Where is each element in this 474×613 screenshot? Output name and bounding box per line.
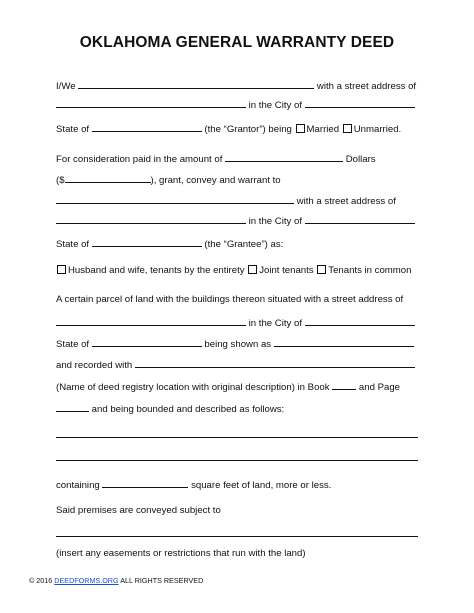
grantee-name-field[interactable] [56, 194, 294, 204]
consideration-amount-field[interactable] [65, 173, 151, 183]
parcel-state-line: State of being shown as [56, 337, 414, 351]
footer: © 2016 DEEDFORMS.ORG ALL RIGHTS RESERVED [29, 576, 204, 585]
grantee-name-line: with a street address of [56, 194, 396, 208]
unmarried-checkbox[interactable] [343, 124, 352, 133]
description-line-1[interactable] [56, 437, 418, 438]
grantor-street-field[interactable] [56, 98, 246, 108]
bounded-line: and being bounded and described as follows: [56, 402, 284, 416]
easements-note: (insert any easements or restrictions that run with the land) [56, 548, 306, 559]
parcel-state-field[interactable] [92, 337, 202, 347]
easements-line[interactable] [56, 536, 418, 537]
parcel-city-field[interactable] [305, 316, 415, 326]
recorded-with-line: and recorded with [56, 358, 415, 372]
book-page-line: (Name of deed registry location with original description) in Book and Page [56, 382, 400, 393]
joint-tenants-checkbox[interactable] [248, 265, 257, 274]
consideration-line: For consideration paid in the amount of Dollars [56, 154, 376, 165]
recorded-with-field[interactable] [135, 358, 415, 368]
parcel-shown-as-field[interactable] [274, 337, 414, 347]
grantor-city-field[interactable] [305, 98, 415, 108]
grantor-name-line: I/We with a street address of [56, 81, 417, 92]
containing-line: containing square feet of land, more or less. [56, 480, 332, 491]
grantor-state-field[interactable] [92, 122, 202, 132]
deedforms-link[interactable]: DEEDFORMS.ORG [54, 576, 119, 585]
tenancy-options-line: Husband and wife, tenants by the entirety Joint tenants Tenants in common [56, 265, 411, 277]
consideration-amount-line: ($ ), grant, convey and warrant to [56, 175, 281, 186]
grantee-street-field[interactable] [56, 214, 246, 224]
husband-wife-checkbox[interactable] [57, 265, 66, 274]
tenants-in-common-checkbox[interactable] [317, 265, 326, 274]
grantor-name-field[interactable] [78, 79, 314, 89]
subject-to-line: Said premises are conveyed subject to [56, 505, 221, 516]
grantor-address-line: in the City of [56, 98, 415, 112]
married-checkbox[interactable] [296, 124, 305, 133]
grantee-state-line: State of (the “Grantee”) as: [56, 239, 284, 250]
page-field[interactable] [56, 402, 89, 412]
document-title: OKLAHOMA GENERAL WARRANTY DEED [79, 34, 395, 51]
parcel-street-field[interactable] [56, 316, 246, 326]
parcel-address-line: in the City of [56, 316, 415, 330]
grantor-state-line: State of (the “Grantor”) being Married Unmarried. [56, 124, 402, 135]
grantee-state-field[interactable] [92, 237, 202, 247]
parcel-line: A certain parcel of land with the buildings thereon situated with a street address of [56, 294, 404, 305]
grantee-address-line: in the City of [56, 214, 415, 228]
description-line-2[interactable] [56, 460, 418, 461]
grantee-city-field[interactable] [305, 214, 415, 224]
consideration-words-field[interactable] [225, 152, 343, 162]
book-field[interactable] [332, 380, 356, 390]
square-feet-field[interactable] [102, 478, 188, 488]
